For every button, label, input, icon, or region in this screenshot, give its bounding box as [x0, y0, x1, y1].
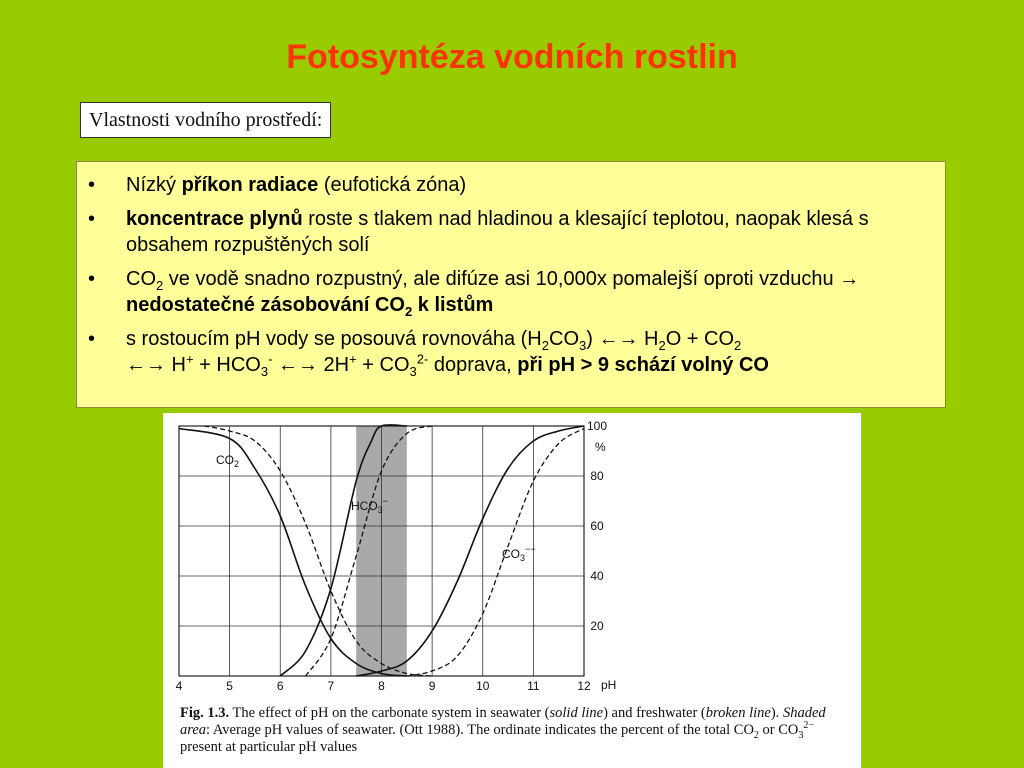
caption-italic: broken line: [705, 705, 771, 721]
y-tick-label: 100: [586, 419, 608, 433]
bullet-bold-text: nedostatečné zásobování CO: [126, 294, 405, 316]
subscript: 2: [404, 304, 413, 319]
slide-subtitle: Vlastnosti vodního prostředí:: [80, 102, 331, 138]
x-tick-label: 7: [327, 679, 335, 693]
subscript: 2: [734, 338, 742, 353]
figure-caption: [180, 705, 850, 756]
bullet-icon: •: [88, 208, 96, 230]
bullet-bold-text: koncentrace plynů: [126, 208, 303, 230]
bullet-text: doprava,: [428, 354, 518, 376]
x-tick-label: 10: [476, 679, 490, 693]
caption-text: : Average pH values of seawater. (Ott 1988). The ordinate indicates the percent of the total CO: [206, 722, 754, 738]
slide-title: Fotosyntéza vodních rostlin: [286, 38, 738, 76]
caption-italic: Shaded area: [180, 705, 826, 738]
bullet-text: H: [166, 354, 186, 376]
caption-text: ).: [770, 705, 783, 721]
bullet-bold-text: příkon radiace: [181, 174, 319, 196]
bullet-icon: •: [88, 328, 96, 350]
subscript: 2: [541, 338, 549, 353]
bullet-text: s rostoucím pH vody se posouvá rovnováha (H: [126, 328, 542, 350]
bullet-icon: •: [88, 268, 96, 290]
x-tick-label: 4: [175, 679, 183, 693]
bullet-text: CO: [549, 328, 579, 350]
bullet-text: Nízký: [126, 174, 182, 196]
y-tick-label: 20: [590, 619, 604, 633]
bullet-bold-text: k listům: [412, 294, 494, 316]
x-tick-label: 9: [428, 679, 436, 693]
y-tick-label: 60: [590, 519, 604, 533]
caption-label: Fig. 1.3.: [180, 705, 230, 721]
caption-text: ) and freshwater (: [603, 705, 706, 721]
curve-label-co3: $CO_3^{--}$: [502, 544, 536, 563]
subscript: 2: [658, 338, 666, 353]
caption-superscript: 2−: [803, 720, 815, 732]
superscript: +: [186, 351, 194, 367]
carbonate-figure: [163, 413, 861, 768]
y-tick-label: 80: [590, 469, 604, 483]
caption-italic: solid line: [549, 705, 604, 721]
bullet-item-gas-concentration: [86, 206, 944, 258]
double-arrow-icon: ←→: [277, 354, 318, 376]
bullet-text: O + CO: [665, 328, 735, 350]
curve-label-hco3: $HCO_3^-$: [351, 496, 388, 515]
caption-subscript: 2: [753, 729, 759, 741]
bullet-bold-text: při pH > 9 schází volný CO: [517, 354, 769, 376]
y-tick-label: 40: [590, 569, 604, 583]
ylabel: %: [595, 440, 606, 454]
bullet-list: [86, 172, 944, 386]
x-tick-label: 11: [527, 679, 540, 693]
bullet-text: (eufotická zóna): [318, 174, 467, 196]
arrow-icon: →: [839, 268, 860, 290]
subscript: 3: [579, 338, 587, 353]
caption-text: or CO: [758, 722, 799, 738]
bullet-text: H: [638, 328, 659, 350]
caption-subscript: 3: [798, 729, 804, 741]
superscript: 2-: [416, 351, 429, 367]
bullet-text: + CO: [356, 354, 410, 376]
ph-carbonate-chart: [163, 413, 861, 703]
double-arrow-icon: ←→: [598, 328, 639, 350]
bullet-text: + HCO: [193, 354, 261, 376]
caption-text: The effect of pH on the carbonate system in seawater (: [229, 705, 550, 721]
superscript: -: [268, 351, 273, 367]
bullet-text: ve vodě snadno rozpustný, ale difúze asi 10,000x pomalejší oproti vzduchu: [163, 268, 840, 290]
double-arrow-icon: ←→: [126, 354, 166, 376]
curve-label-co2: $CO_2$: [216, 453, 240, 469]
bullet-text: 2H: [317, 354, 350, 376]
x-tick-label: 8: [378, 679, 385, 693]
x-tick-label: 6: [276, 679, 284, 693]
bullet-text: ): [586, 328, 599, 350]
caption-text: present at particular pH values: [180, 739, 358, 755]
subscript: 2: [156, 278, 164, 293]
x-tick-label: 5: [226, 679, 233, 693]
subscript: 3: [260, 364, 269, 379]
bullet-icon: •: [88, 174, 96, 196]
xlabel: pH: [601, 678, 617, 692]
bullet-text: CO: [126, 268, 156, 290]
subscript: 3: [409, 364, 417, 379]
bullet-item-ph-equilibrium: [86, 326, 944, 378]
bullet-item-radiation: [86, 172, 944, 198]
superscript: +: [349, 351, 357, 367]
bullet-item-co2-diffusion: [86, 266, 944, 318]
x-tick-label: 12: [577, 679, 591, 693]
bullet-text: roste s tlakem nad hladinou a klesající teplotou, naopak klesá s obsahem rozpuštěných solí: [126, 208, 869, 256]
